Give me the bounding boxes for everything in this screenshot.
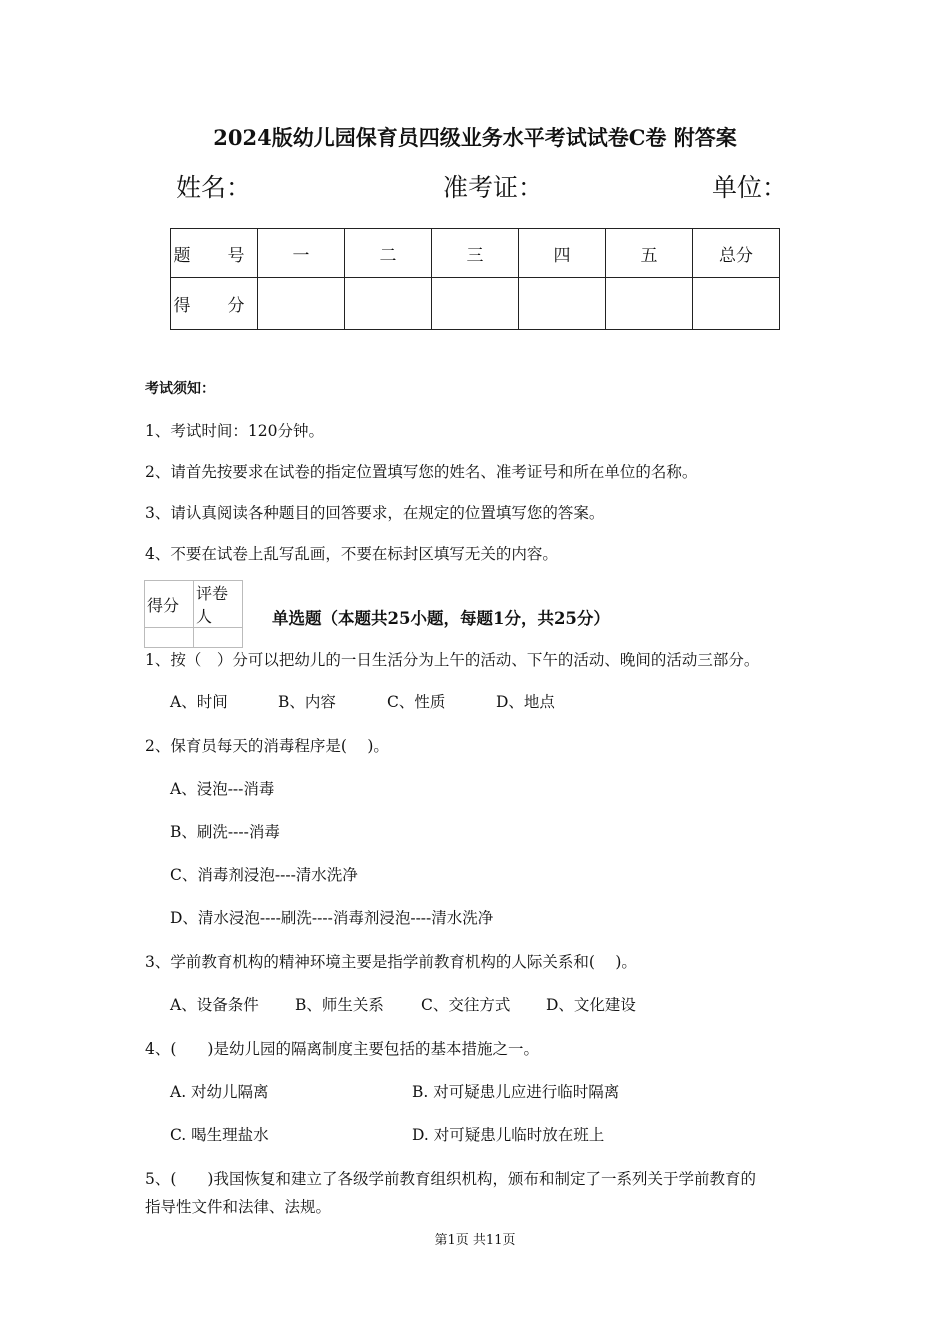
grader-box-cell	[194, 628, 243, 648]
name-field-label: 姓名：	[176, 173, 252, 202]
question-stem: 2、保育员每天的消毒程序是( )。	[145, 737, 389, 755]
notice-item: 1、考试时间：120分钟。	[145, 422, 324, 440]
page-footer: 第1页 共11页	[434, 1233, 516, 1248]
option: B、刷洗----消毒	[170, 823, 280, 841]
option: C、性质	[387, 693, 446, 711]
question-stem: 3、学前教育机构的精神环境主要是指学前教育机构的人际关系和( )。	[145, 953, 637, 971]
question-stem-continuation: 指导性文件和法律、法规。	[145, 1198, 332, 1216]
question-stem: 4、( )是幼儿园的隔离制度主要包括的基本措施之一。	[145, 1040, 539, 1058]
option: A、时间	[170, 693, 228, 711]
score-header-cell: 五	[606, 229, 693, 278]
score-header-cell: 四	[519, 229, 606, 278]
unit-field-label: 单位：	[712, 173, 788, 202]
score-cell	[258, 278, 345, 330]
grader-box	[144, 580, 243, 648]
score-table-header-row	[171, 229, 780, 278]
score-table	[170, 228, 780, 330]
question-stem: 1、按（ ）分可以把幼儿的一日生活分为上午的活动、下午的活动、晚间的活动三部分。	[145, 651, 760, 669]
option: D、文化建设	[546, 996, 636, 1014]
score-table-score-row	[171, 278, 780, 330]
grader-box-cell	[145, 628, 194, 648]
score-header-cell: 一	[258, 229, 345, 278]
option: D、清水浸泡----刷洗----消毒剂浸泡----清水洗净	[170, 909, 494, 927]
score-cell	[345, 278, 432, 330]
option: A、设备条件	[170, 996, 259, 1014]
option: B. 对可疑患儿应进行临时隔离	[412, 1083, 620, 1101]
grader-box-grader-label: 评卷人	[194, 581, 243, 628]
option: C、交往方式	[421, 996, 511, 1014]
score-header-cell: 三	[432, 229, 519, 278]
option: B、师生关系	[295, 996, 384, 1014]
notice-heading: 考试须知：	[145, 381, 215, 397]
option: C. 喝生理盐水	[170, 1126, 269, 1144]
grader-box-score-label: 得分	[145, 581, 194, 628]
option: D、地点	[496, 693, 555, 711]
score-cell	[606, 278, 693, 330]
option: A、浸泡---消毒	[170, 780, 275, 798]
question-stem: 5、( )我国恢复和建立了各级学前教育组织机构，颁布和制定了一系列关于学前教育的	[145, 1170, 756, 1188]
score-cell	[693, 278, 780, 330]
score-row-label: 得 分	[171, 278, 258, 330]
score-cell	[432, 278, 519, 330]
score-header-cell: 总分	[693, 229, 780, 278]
option: B、内容	[278, 693, 336, 711]
section-title: 单选题（本题共25小题，每题1分，共25分）	[272, 609, 610, 628]
score-cell	[519, 278, 606, 330]
notice-item: 2、请首先按要求在试卷的指定位置填写您的姓名、准考证号和所在单位的名称。	[145, 463, 698, 481]
option: C、消毒剂浸泡----清水洗净	[170, 866, 358, 884]
notice-item: 3、请认真阅读各种题目的回答要求，在规定的位置填写您的答案。	[145, 504, 605, 522]
score-header-cell: 二	[345, 229, 432, 278]
page-title: 2024版幼儿园保育员四级业务水平考试试卷C卷 附答案	[213, 125, 737, 150]
notice-item: 4、不要在试卷上乱写乱画，不要在标封区填写无关的内容。	[145, 545, 558, 563]
option: A. 对幼儿隔离	[170, 1083, 269, 1101]
option: D. 对可疑患儿临时放在班上	[412, 1126, 605, 1144]
exam-number-field-label: 准考证：	[443, 173, 544, 202]
score-header-cell: 题 号	[171, 229, 258, 278]
